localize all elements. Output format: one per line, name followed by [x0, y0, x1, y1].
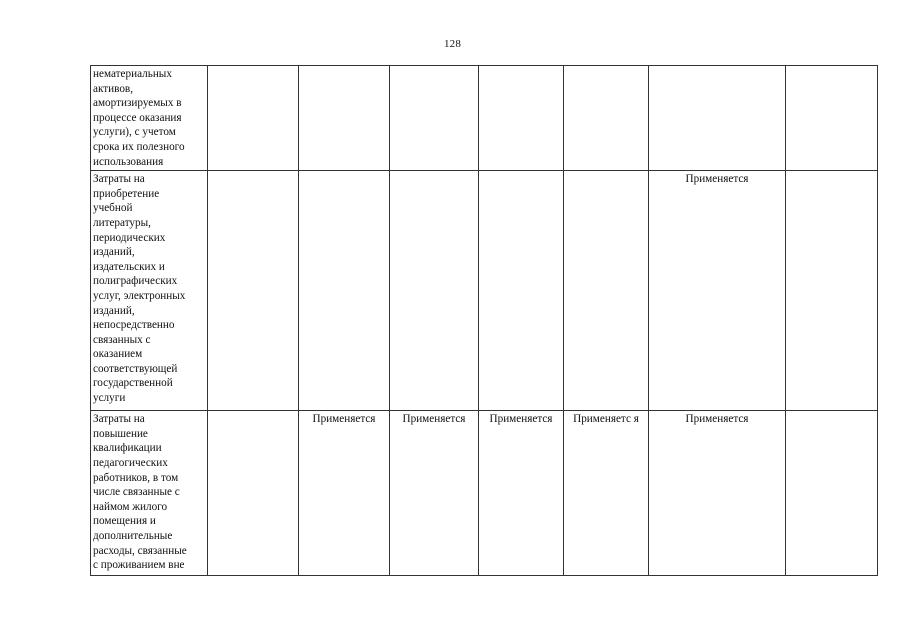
row-label-line: соответствующей: [93, 362, 178, 375]
table-row: [91, 411, 878, 576]
row-label-line: квалификации: [93, 442, 162, 455]
row-label-line: помещения и: [93, 515, 156, 528]
row-label-line: связанных с: [93, 333, 151, 346]
row-label-line: Затраты на: [93, 413, 145, 426]
row-label-line: изданий,: [93, 246, 135, 259]
row-label-line: числе связанные с: [93, 486, 180, 499]
row-label-line: услуг, электронных: [93, 289, 186, 302]
table-cell: [390, 66, 479, 171]
table-cell: [299, 171, 390, 411]
applies-cell: Применяется: [479, 411, 564, 576]
table-cell: [649, 66, 786, 171]
table-row: [91, 171, 878, 411]
row-label-line: услуги: [93, 392, 126, 405]
table-cell: [390, 171, 479, 411]
table-cell: [786, 411, 878, 576]
row-label-line: Затраты на: [93, 173, 145, 186]
table-cell: [479, 171, 564, 411]
table-cell: [299, 66, 390, 171]
row-label-line: расходы, связанные: [93, 544, 187, 557]
row-label-line: с проживанием вне: [93, 559, 185, 572]
table-cell: [786, 171, 878, 411]
table-cell: [208, 66, 299, 171]
row-label-cell: [91, 411, 208, 576]
row-label-line: процессе оказания: [93, 111, 182, 124]
table-cell: [208, 171, 299, 411]
applies-cell: Применяетс я: [564, 411, 649, 576]
table-cell: [786, 66, 878, 171]
row-label-line: непосредственно: [93, 319, 175, 332]
applies-cell: Применяется: [649, 411, 786, 576]
applies-cell: Применяется: [649, 171, 786, 411]
row-label-line: срока их полезного: [93, 140, 185, 153]
applies-cell: Применяется: [299, 411, 390, 576]
row-label-line: активов,: [93, 82, 134, 95]
table-cell: [208, 411, 299, 576]
table-cell: [564, 66, 649, 171]
row-label-line: повышение: [93, 427, 148, 440]
row-label-line: наймом жилого: [93, 500, 168, 513]
table-cell: [564, 171, 649, 411]
row-label-line: учебной: [93, 202, 133, 215]
cost-table: [90, 65, 878, 576]
row-label-line: полиграфических: [93, 275, 178, 288]
row-label-line: литературы,: [93, 216, 151, 229]
row-label-cell: [91, 171, 208, 411]
page-number: 128: [443, 38, 462, 50]
row-label-line: использования: [93, 155, 164, 168]
row-label-line: приобретение: [93, 187, 160, 200]
table-row: [91, 66, 878, 171]
row-label-line: амортизируемых в: [93, 97, 182, 110]
row-label-line: педагогических: [93, 456, 168, 469]
row-label-line: работников, в том: [93, 471, 179, 484]
row-label-line: изданий,: [93, 304, 135, 317]
row-label-line: оказанием: [93, 348, 143, 361]
row-label-cell: [91, 66, 208, 171]
table-cell: [479, 66, 564, 171]
row-label-line: дополнительные: [93, 529, 173, 542]
row-label-line: услуги), с учетом: [93, 126, 176, 139]
row-label-line: государственной: [93, 377, 173, 390]
applies-cell: Применяется: [390, 411, 479, 576]
row-label-line: периодических: [93, 231, 166, 244]
row-label-line: нематериальных: [93, 68, 172, 80]
row-label-line: издательских и: [93, 260, 165, 273]
